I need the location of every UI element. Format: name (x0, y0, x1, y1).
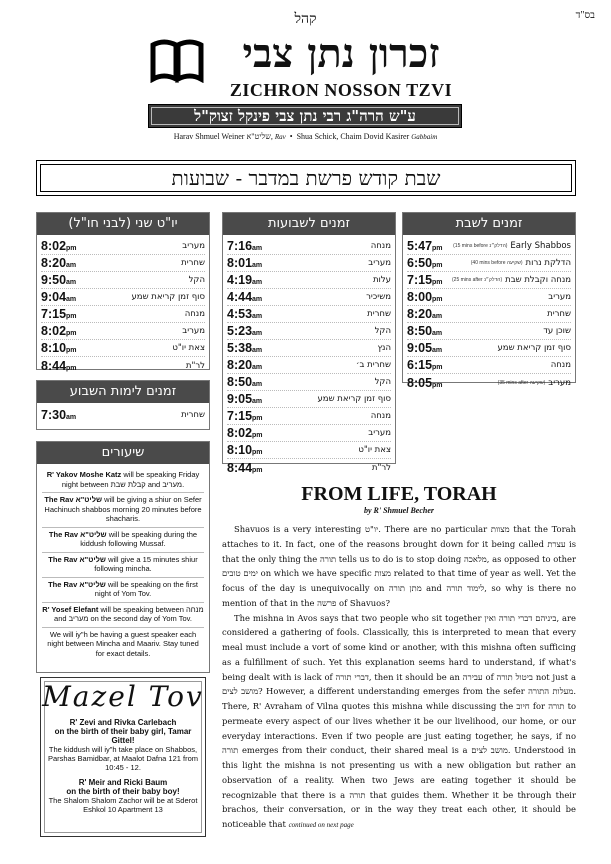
zman-time-value: 8:20 (227, 358, 253, 372)
mazel-tov-detail: The kiddush will iy"h take place on Shabbos, Parshas Bamidbar, at Maalot Dafna 121 from 10:45 - 12. (47, 745, 199, 772)
shiur-speaker: R' Yosef Elefant (42, 604, 99, 614)
zman-name: הקל (188, 275, 205, 285)
zman-name: צאת יו"ט (172, 343, 205, 353)
zman-row (41, 357, 205, 374)
zman-time-value: 7:30 (41, 407, 67, 422)
zman-time (227, 392, 262, 406)
zman-row (41, 306, 205, 323)
zman-ampm: pm (432, 262, 443, 269)
zman-time (227, 409, 263, 423)
shiur-item (42, 578, 204, 603)
zman-ampm: am (252, 398, 263, 405)
shiur-item (42, 553, 204, 578)
zman-ampm: pm (66, 364, 77, 372)
zman-ampm: am (252, 245, 263, 252)
zman-name: מנחה וקבלת שבת (505, 275, 571, 285)
zman-name: הדלקת נרות (525, 258, 571, 268)
shiur-speaker: The Rav שליט"א (44, 495, 103, 504)
zman-time (407, 239, 443, 253)
zman-name: מעריב (182, 241, 205, 251)
zman-time-value: 6:50 (407, 256, 433, 270)
zmanim-yomtov2-box (36, 212, 210, 373)
zman-name: סוף זמן קריאת שמע (131, 292, 205, 302)
zman-time-value: 8:10 (227, 443, 253, 457)
mazel-tov-names: R' Zevi and Rivka Carlebach (69, 718, 177, 727)
zman-name: משיכיר (366, 292, 391, 302)
zman-row (41, 323, 205, 340)
zman-ampm: pm (252, 449, 263, 456)
zman-name: סוף זמן קריאת שמע (317, 394, 391, 404)
mazel-tov-names: R' Meir and Ricki Baum (78, 778, 168, 787)
zman-time-value: 7:15 (227, 409, 253, 423)
zman-time (407, 256, 443, 270)
zman-name-cell (186, 361, 205, 371)
shiur-item (42, 468, 204, 493)
zman-ampm: am (252, 364, 263, 371)
zman-name: מנחה (370, 411, 391, 421)
zman-row (407, 306, 571, 323)
zman-note: (15 mins before הדלק״נ) (453, 243, 508, 249)
zman-time (41, 359, 77, 373)
zman-name-cell (551, 360, 571, 370)
zman-row (41, 289, 205, 306)
shiur-text: We will iy"h be having a guest speaker each night between Mincha and Maariv. Stay tuned for exact details. (47, 629, 199, 658)
zman-time (41, 290, 76, 304)
zman-name-cell (181, 410, 205, 420)
zman-time (41, 273, 76, 287)
zman-row (227, 425, 391, 442)
zman-row (227, 289, 391, 306)
zman-time-value: 8:44 (41, 358, 67, 373)
zman-ampm: am (432, 330, 443, 337)
zman-time-value: 5:38 (227, 341, 253, 355)
zman-name-cell (367, 309, 391, 319)
shiurim-title: שיעורים (37, 442, 209, 464)
zman-name-cell (497, 343, 571, 353)
zman-name: שחרית (181, 409, 205, 420)
mazel-tov-occasion: on the birth of their baby girl, Tamar Gittel! (54, 727, 192, 745)
zman-row (407, 374, 571, 391)
zman-name: לר"ת (371, 462, 391, 473)
zman-ampm: am (432, 347, 443, 354)
parsha-banner (36, 160, 576, 196)
rav-title: Rav (274, 133, 286, 141)
zman-time (407, 290, 443, 304)
staff-line: Harav Shmuel Weiner שליט"א, Rav • Shua Schick, Chaim Dovid Kasirer Gabbaim (173, 132, 438, 141)
zman-ampm: pm (252, 432, 263, 439)
zman-time (41, 324, 77, 338)
zman-time-value: 7:15 (407, 273, 433, 287)
zman-time-value: 8:20 (407, 307, 433, 321)
zman-name: מעריב (548, 292, 571, 302)
zman-time-value: 9:05 (407, 341, 433, 355)
zman-time (227, 341, 262, 355)
article-paragraph-text: The mishna in Avos says that two people who sit together ביניהם דברי תורה ואין, are considered a gathering of fools. Classically, this is interpreted to mean that every meal must include a vort of some kind or another, with this mishna often sufficing as a fulfillment of such. Yet this explanation seems hard to understand, if what's being dealt with is lack of דברי תורה, then it should be an עבירה of ביטול תורה not just a מושב לצים? However, a different understanding emerges from the sefer מעלות התורה. There, R' Avraham of Vilna quotes this mishna while discussing the חיוב for תורה to permeate every aspect of our lives whether it be our livelihood, our home, or our everyday interactions. Even if two people are just eating together, he says, if no תורה emerges from their conduct, their shared meal is a מושב לצים. Understood in this light the mishna is not presenting us with a new obligation but rather an observation of a reality. When two Jews are eating together it should be recognizable that there is a תורה that guides them. Whether it be through their brachos, their conversation, or in the way they treat each other, it should be noticeable that (222, 612, 576, 829)
open-book-logo-icon (150, 37, 204, 83)
zman-row (227, 357, 391, 374)
mazel-tov-title: Mazel Tov (42, 680, 204, 713)
zman-name: מעריב (182, 326, 205, 336)
article-byline: by R' Shmuel Becher (363, 506, 434, 515)
shiur-text: will be speaking Friday night between קבלת שבת and מעריב. (61, 470, 200, 489)
gabbaim-title: Gabbaim (411, 133, 438, 141)
zman-name-cell (185, 309, 205, 319)
zman-row (407, 238, 571, 255)
shiur-item (42, 603, 204, 628)
zman-time (41, 341, 77, 355)
zman-name-cell (358, 445, 391, 455)
zman-name-cell (172, 343, 205, 353)
shiur-text: will be giving a shiur on Sefer Hachinuch shabbos morning 20 minutes before shacharis. (44, 495, 202, 523)
zman-time-value: 8:01 (227, 256, 253, 270)
zmanim-shavuos-box (222, 212, 396, 475)
zman-name-cell (452, 275, 571, 285)
gabbaim-names: Shua Schick, Chaim Dovid Kasirer (296, 132, 410, 141)
shiurim-box (36, 441, 210, 673)
zman-ampm: pm (66, 245, 77, 252)
shiur-speaker: The Rav שליט"א (48, 554, 106, 564)
zman-row (227, 459, 391, 476)
mazel-tov-detail: The Shalom Shalom Zachor will be at Sderot Eshkol 10 Apartment 13 (48, 796, 198, 814)
zman-row (227, 391, 391, 408)
zman-ampm: am (252, 279, 263, 286)
zman-name: מנחה (370, 241, 391, 251)
zman-row (407, 289, 571, 306)
zman-name: הקל (374, 326, 391, 336)
zman-time-value: 4:53 (227, 307, 253, 321)
zman-ampm: pm (66, 347, 77, 354)
memorial-banner (148, 104, 462, 128)
mazel-tov-entry (45, 718, 201, 772)
zman-name: שחרית ב׳ (355, 360, 391, 370)
zman-name: סוף זמן קריאת שמע (497, 343, 571, 353)
shiur-item (42, 493, 204, 528)
zman-name-cell (471, 258, 571, 268)
zman-ampm: pm (66, 313, 77, 320)
article-paragraph: Shavuos is a very interesting יו"ט. There are no particular מצוות that the Torah attaches to it. In fact, one of the reasons brought down for it being called עצרת is that the only thing the תורה tells us to do is to stop doing מלאכה, as opposed to other ימים טובים on which we have specific מצות related to that time of year as well. Yet the focus of the day is unequivocally on מתן תורה and לימוד תורה, so why is there no mention of that in the פרשה of Shavuos? (222, 524, 577, 608)
zman-time (407, 358, 443, 372)
zman-name: שוכן עד (543, 326, 571, 336)
zman-ampm: am (66, 279, 77, 286)
zman-time (227, 426, 263, 440)
zman-row (227, 442, 391, 459)
zman-ampm: am (432, 313, 443, 320)
zman-time (407, 273, 443, 287)
zman-name-cell (371, 241, 391, 251)
zman-name: שחרית (367, 309, 391, 319)
parsha-title: שבת קודש פרשת במדבר - שבועות (40, 164, 572, 192)
zman-row (407, 357, 571, 374)
zman-time (407, 376, 443, 390)
zman-ampm: pm (252, 415, 263, 422)
zman-time-value: 8:50 (407, 324, 433, 338)
zman-row (227, 323, 391, 340)
zman-name: עלות (372, 275, 391, 285)
zman-ampm: am (252, 381, 263, 388)
shiur-text: will be speaking during the kiddush following Mussaf. (80, 529, 198, 548)
zman-name-cell (375, 377, 391, 387)
shiur-speaker: The Rav שליט"א (48, 579, 106, 589)
zmanim-yomtov2-title: יו"ט שני (לבני חו"ל) (37, 213, 209, 235)
zman-name-cell (377, 343, 391, 353)
zman-name-cell (373, 275, 391, 285)
zmanim-shavuos-title: זמנים לשבועות (223, 213, 395, 235)
zman-name-cell (368, 258, 391, 268)
zman-name-cell (368, 428, 391, 438)
zman-time-value: 8:05 (407, 375, 433, 390)
zman-row (407, 272, 571, 289)
zman-time (227, 443, 263, 457)
zman-row (227, 374, 391, 391)
zman-time (227, 256, 262, 270)
zman-row (227, 340, 391, 357)
zman-ampm: am (66, 413, 77, 421)
shiur-speaker: R' Yakov Moshe Katz (46, 470, 122, 479)
zman-row (227, 238, 391, 255)
shiur-item (42, 628, 204, 662)
zman-time (227, 307, 262, 321)
zman-ampm: pm (432, 296, 443, 303)
zman-row (407, 340, 571, 357)
zman-time (407, 324, 442, 338)
zman-name: הנץ (377, 343, 391, 353)
kahal-label: קהל (294, 11, 317, 27)
mazel-tov-occasion: on the birth of their baby boy! (66, 787, 180, 796)
zman-ampm: am (252, 296, 263, 303)
shiur-text: will be speaking on the first night of Yom Tov. (94, 579, 198, 598)
zman-name-cell (498, 378, 571, 388)
zman-row (407, 255, 571, 272)
zmanim-shabbos-box (402, 212, 576, 390)
zman-row (227, 255, 391, 272)
zman-row (227, 408, 391, 425)
zman-name-cell (189, 275, 205, 285)
zman-time-value: 7:15 (41, 307, 67, 321)
zman-time-value: 6:15 (407, 358, 433, 372)
zman-name-cell (131, 292, 205, 302)
zman-ampm: pm (432, 279, 443, 286)
zman-time (41, 239, 77, 253)
zman-name: מעריב (368, 258, 391, 268)
zman-time-value: 4:44 (227, 290, 253, 304)
zman-name-cell (372, 463, 391, 473)
bsd-mark: בס"ד (575, 10, 595, 21)
zman-ampm: pm (252, 466, 263, 474)
zman-name-cell (453, 241, 571, 251)
zmanim-week-box (36, 380, 210, 430)
zman-name: מעריב (368, 428, 391, 438)
shiur-item (42, 528, 204, 553)
zman-time (227, 290, 262, 304)
zman-ampm: pm (66, 330, 77, 337)
zman-time (227, 375, 262, 389)
zman-name: מנחה (550, 360, 571, 370)
zman-time-value: 5:23 (227, 324, 253, 338)
zman-time (407, 307, 442, 321)
zman-time (227, 239, 262, 253)
zman-ampm: am (252, 347, 263, 354)
zman-time-value: 9:04 (41, 290, 67, 304)
zman-name-cell (547, 309, 571, 319)
zman-ampm: am (252, 313, 263, 320)
zmanim-shabbos-title: זמנים לשבת (403, 213, 575, 235)
zman-time (227, 273, 262, 287)
zman-name-cell (543, 326, 571, 336)
zman-name: הקל (374, 377, 391, 387)
zman-name: Early Shabbos (510, 241, 571, 251)
zman-name: מנחה (184, 309, 205, 319)
zman-ampm: am (66, 262, 77, 269)
shiur-text: will give a 15 minutes shiur following mincha. (94, 554, 198, 573)
zman-time-value: 8:10 (41, 341, 67, 355)
zman-time-value: 7:16 (227, 239, 253, 253)
zman-name: לר"ת (185, 360, 205, 371)
zman-name-cell (317, 394, 391, 404)
memorial-text: ע"ש הרה"ג רבי נתן צבי פינקל זצוק"ל (194, 107, 416, 125)
zman-name-cell (375, 326, 391, 336)
zman-time-value: 8:02 (41, 324, 67, 338)
zman-row (41, 406, 205, 423)
zman-time-value: 9:05 (227, 392, 253, 406)
zman-time (41, 408, 76, 422)
continued-note: continued on next page (288, 821, 354, 829)
zman-time-value: 4:19 (227, 273, 253, 287)
shiur-text: will be speaking between מנחה and מעריב on the second day of Yom Tov. (54, 604, 204, 623)
zman-name-cell (182, 241, 205, 251)
rav-suffix: שליט"א (246, 132, 271, 141)
zman-time (41, 307, 77, 321)
article-paragraph (222, 611, 576, 833)
zman-row (41, 238, 205, 255)
shul-name-english: ZICHRON NOSSON TZVI (229, 80, 453, 100)
shiur-speaker: The Rav שליט"א (48, 529, 107, 539)
shul-name-hebrew: זכרון נתן צבי (242, 30, 440, 77)
mazel-tov-entry (45, 778, 201, 814)
zman-row (227, 306, 391, 323)
zman-time-value: 8:02 (41, 239, 67, 253)
zman-row (41, 272, 205, 289)
zman-name-cell (366, 292, 391, 302)
zman-time-value: 8:20 (41, 256, 67, 270)
zman-ampm: am (252, 330, 263, 337)
zman-time-value: 9:50 (41, 273, 67, 287)
zmanim-week-title: זמנים לימות השבוע (37, 381, 209, 403)
zman-time (41, 256, 76, 270)
zman-row (227, 272, 391, 289)
zman-time-value: 8:02 (227, 426, 253, 440)
zman-time (227, 324, 262, 338)
zman-name-cell (371, 411, 391, 421)
zman-ampm: pm (432, 245, 443, 252)
zman-name-cell (548, 292, 571, 302)
zman-name: צאת יו"ט (358, 445, 391, 455)
zman-row (41, 255, 205, 272)
zman-ampm: am (252, 262, 263, 269)
zman-time (227, 358, 262, 372)
zman-name-cell (356, 360, 391, 370)
zman-time-value: 8:44 (227, 460, 253, 475)
zman-time (227, 461, 263, 475)
zman-time-value: 8:50 (227, 375, 253, 389)
zman-note: (25 mins after הדלק״נ) (452, 277, 503, 283)
zman-ampm: pm (432, 364, 443, 371)
article-body (222, 522, 576, 833)
zman-name: שחרית (547, 309, 571, 319)
zman-name-cell (181, 258, 205, 268)
article-title: FROM LIFE, TORAH (301, 483, 497, 505)
rav-name: Harav Shmuel Weiner (173, 132, 245, 141)
zman-row (41, 340, 205, 357)
zman-name: שחרית (181, 258, 205, 268)
zman-time-value: 8:00 (407, 290, 433, 304)
zman-note: (35 mins after שקיעה) (497, 379, 546, 386)
zman-ampm: am (66, 296, 77, 303)
zman-ampm: pm (432, 381, 443, 389)
zman-time-value: 5:47 (407, 239, 433, 253)
zman-name: מעריב (548, 377, 571, 388)
zman-row (407, 323, 571, 340)
zman-time (407, 341, 442, 355)
zman-name-cell (182, 326, 205, 336)
mazel-tov-box (40, 677, 206, 837)
zman-note: (40 mins before שקיעה) (470, 260, 523, 266)
